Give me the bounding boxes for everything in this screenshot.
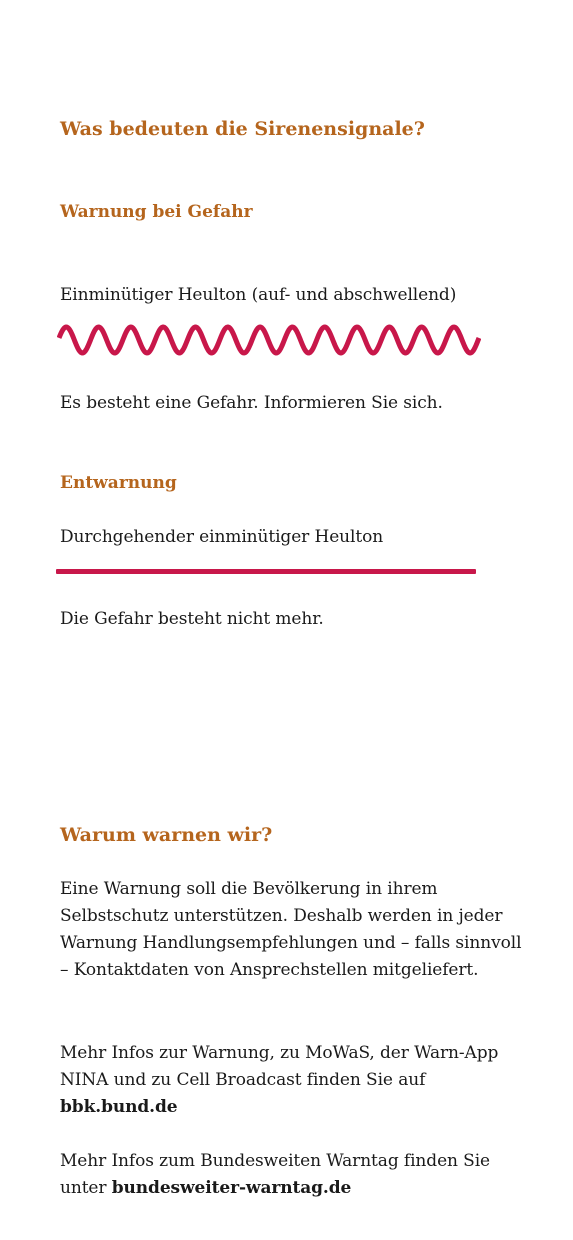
- warntag-link[interactable]: bundesweiter-warntag.de: [111, 1178, 352, 1198]
- why-paragraph-3: [60, 1148, 530, 1202]
- sirens-heading: Was bedeuten die Sirenensignale?: [60, 118, 425, 140]
- why-paragraph-3-text: Mehr Infos zum Bundesweiten Warntag finden Sie unter: [60, 1151, 491, 1198]
- all-clear-meaning: Die Gefahr besteht nicht mehr.: [60, 609, 324, 629]
- steady-siren-signal-icon: [56, 569, 476, 574]
- warning-meaning: Es besteht eine Gefahr. Informieren Sie sich.: [60, 393, 443, 413]
- why-warn-heading: Warum warnen wir?: [60, 824, 273, 846]
- why-paragraph-1: Eine Warnung soll die Bevölkerung in ihrem Selbstschutz unterstützen. Deshalb werden in jeder Warnung Handlungsempfehlungen und – falls sinnvoll – Kontaktdaten von Ansprechstellen mitgeliefert.: [60, 879, 522, 980]
- bbk-link[interactable]: bbk.bund.de: [60, 1097, 178, 1117]
- warning-tone-description: Einminütiger Heulton (auf- und abschwellend): [60, 285, 457, 305]
- wavy-siren-signal-icon: [57, 322, 481, 358]
- why-paragraph-2: [60, 1040, 530, 1121]
- all-clear-heading: Entwarnung: [60, 473, 177, 493]
- warning-heading: Warnung bei Gefahr: [60, 202, 253, 222]
- why-paragraph-2-text: Mehr Infos zur Warnung, zu MoWaS, der Warn-App NINA und zu Cell Broadcast finden Sie auf: [60, 1043, 499, 1090]
- all-clear-tone-description: Durchgehender einminütiger Heulton: [60, 527, 384, 547]
